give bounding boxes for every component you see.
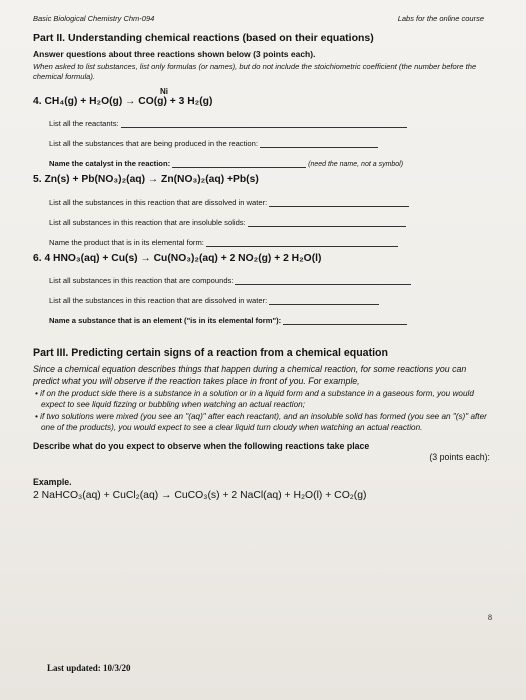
describe-prompt: Describe what do you expect to observe when the following reactions take place (33, 441, 370, 451)
q6-element-row (49, 305, 490, 325)
part2-instruction: Answer questions about three reactions shown below (3 points each). (33, 49, 316, 60)
last-updated: Last updated: 10/3/20 (47, 663, 131, 673)
q5-dissolved-answer-line[interactable] (269, 198, 409, 207)
q6-compounds-prompt: List all substances in this reaction that are compounds: (49, 275, 234, 285)
example-equation: 2 NaHCO₃(aq) + CuCl₂(aq) → CuCO₃(s) + 2 NaCl(aq) + H₂O(l) + CO₂(g) (33, 490, 367, 502)
q4-catalyst-note: (need the name, not a symbol) (308, 161, 404, 169)
q4-equation: 4. CH₄(g) + H₂O(g) → CO(g) + 3 H₂(g) (33, 95, 213, 107)
catalyst-label: Ni (160, 86, 168, 96)
q4-products-answer-line[interactable] (260, 139, 378, 148)
q4-reactants-row (49, 108, 490, 128)
q5-elemental-answer-line[interactable] (206, 238, 398, 247)
question-5 (33, 174, 490, 246)
describe-row (33, 441, 490, 463)
part3-bullet-1-text: if on the product side there is a substance in a solution or in a liquid form and a substance in a gaseous form, you would expect to see liquid fizzing or bubbling when watching an actual reaction; (40, 389, 474, 409)
q5-equation: 5. Zn(s) + Pb(NO₃)₂(aq) → Zn(NO₃)₂(aq) +Pb(s) (33, 174, 259, 186)
course-title: Basic Biological Chemistry Chm-094 (33, 14, 155, 23)
q4-catalyst-answer-line[interactable] (172, 159, 306, 168)
q6-dissolved-row (49, 285, 490, 305)
q5-elemental-prompt: Name the product that is in its elemental form: (49, 237, 204, 247)
part3-bullet-2-text: if two solutions were mixed (you see an "(aq)" after each reactant), and an insoluble solid has formed (you see an "(s)" after one of the products), you would expect to see a clear liquid turn cloudy when watching an actual reaction. (40, 412, 487, 432)
example-label: Example. (33, 477, 72, 488)
part3-intro: Since a chemical equation describes things that happen during a chemical reaction, for some reactions you can predict what you will observe if the reaction takes place in front of you. For example, (33, 364, 467, 386)
q5-insoluble-row (49, 207, 490, 227)
q4-reactants-answer-line[interactable] (121, 119, 407, 128)
part3-title: Part III. Predicting certain signs of a reaction from a chemical equation (33, 346, 388, 359)
q6-compounds-row (49, 265, 490, 285)
q6-dissolved-answer-line[interactable] (269, 296, 379, 305)
part2-title: Part II. Understanding chemical reactions (based on their equations) (33, 32, 374, 44)
part3-bullet-2: • if two solutions were mixed (you see an "(aq)" after each reactant), and an insoluble solid has formed (you see an "(s)" after one of the products), you would expect to see a clear liquid turn cloudy when watching an actual reaction. (35, 412, 487, 432)
q6-element-answer-line[interactable] (283, 316, 407, 325)
course-subtitle: Labs for the online course (397, 14, 484, 23)
describe-points: (3 points each): (429, 452, 490, 462)
question-6 (33, 253, 490, 325)
q4-products-prompt: List all the substances that are being produced in the reaction: (49, 139, 258, 149)
q5-insoluble-prompt: List all substances in this reaction that are insoluble solids: (49, 217, 246, 227)
q5-dissolved-prompt: List all the substances in this reaction that are dissolved in water: (49, 197, 268, 207)
q4-catalyst-row (49, 148, 490, 168)
q5-insoluble-answer-line[interactable] (248, 218, 406, 227)
q5-dissolved-row (49, 187, 490, 207)
part2-note: When asked to list substances, list only formulas (or names), but do not include the stoichiometric coefficient (the number before the chemical formula). (33, 62, 477, 82)
part3-section (33, 347, 490, 502)
q5-elemental-row (49, 227, 490, 247)
page-number: 8 (488, 613, 492, 622)
part3-bullet-1: • if on the product side there is a substance in a solution or in a liquid form and a substance in a gaseous form, you would expect to see liquid fizzing or bubbling when watching an actual reaction; (35, 389, 474, 409)
q6-equation: 6. 4 HNO₃(aq) + Cu(s) → Cu(NO₃)₂(aq) + 2 NO₂(g) + 2 H₂O(l) (33, 252, 322, 264)
q4-products-row (49, 128, 490, 148)
q4-catalyst-prompt: Name the catalyst in the reaction: (49, 159, 171, 169)
q4-reactants-prompt: List all the reactants: (49, 119, 119, 129)
q6-compounds-answer-line[interactable] (235, 276, 411, 285)
q6-element-prompt: Name a substance that is an element ("is in its elemental form"): (49, 315, 282, 325)
question-4 (33, 86, 490, 169)
page-header (33, 14, 490, 23)
q6-dissolved-prompt: List all the substances in this reaction that are dissolved in water: (49, 295, 268, 305)
